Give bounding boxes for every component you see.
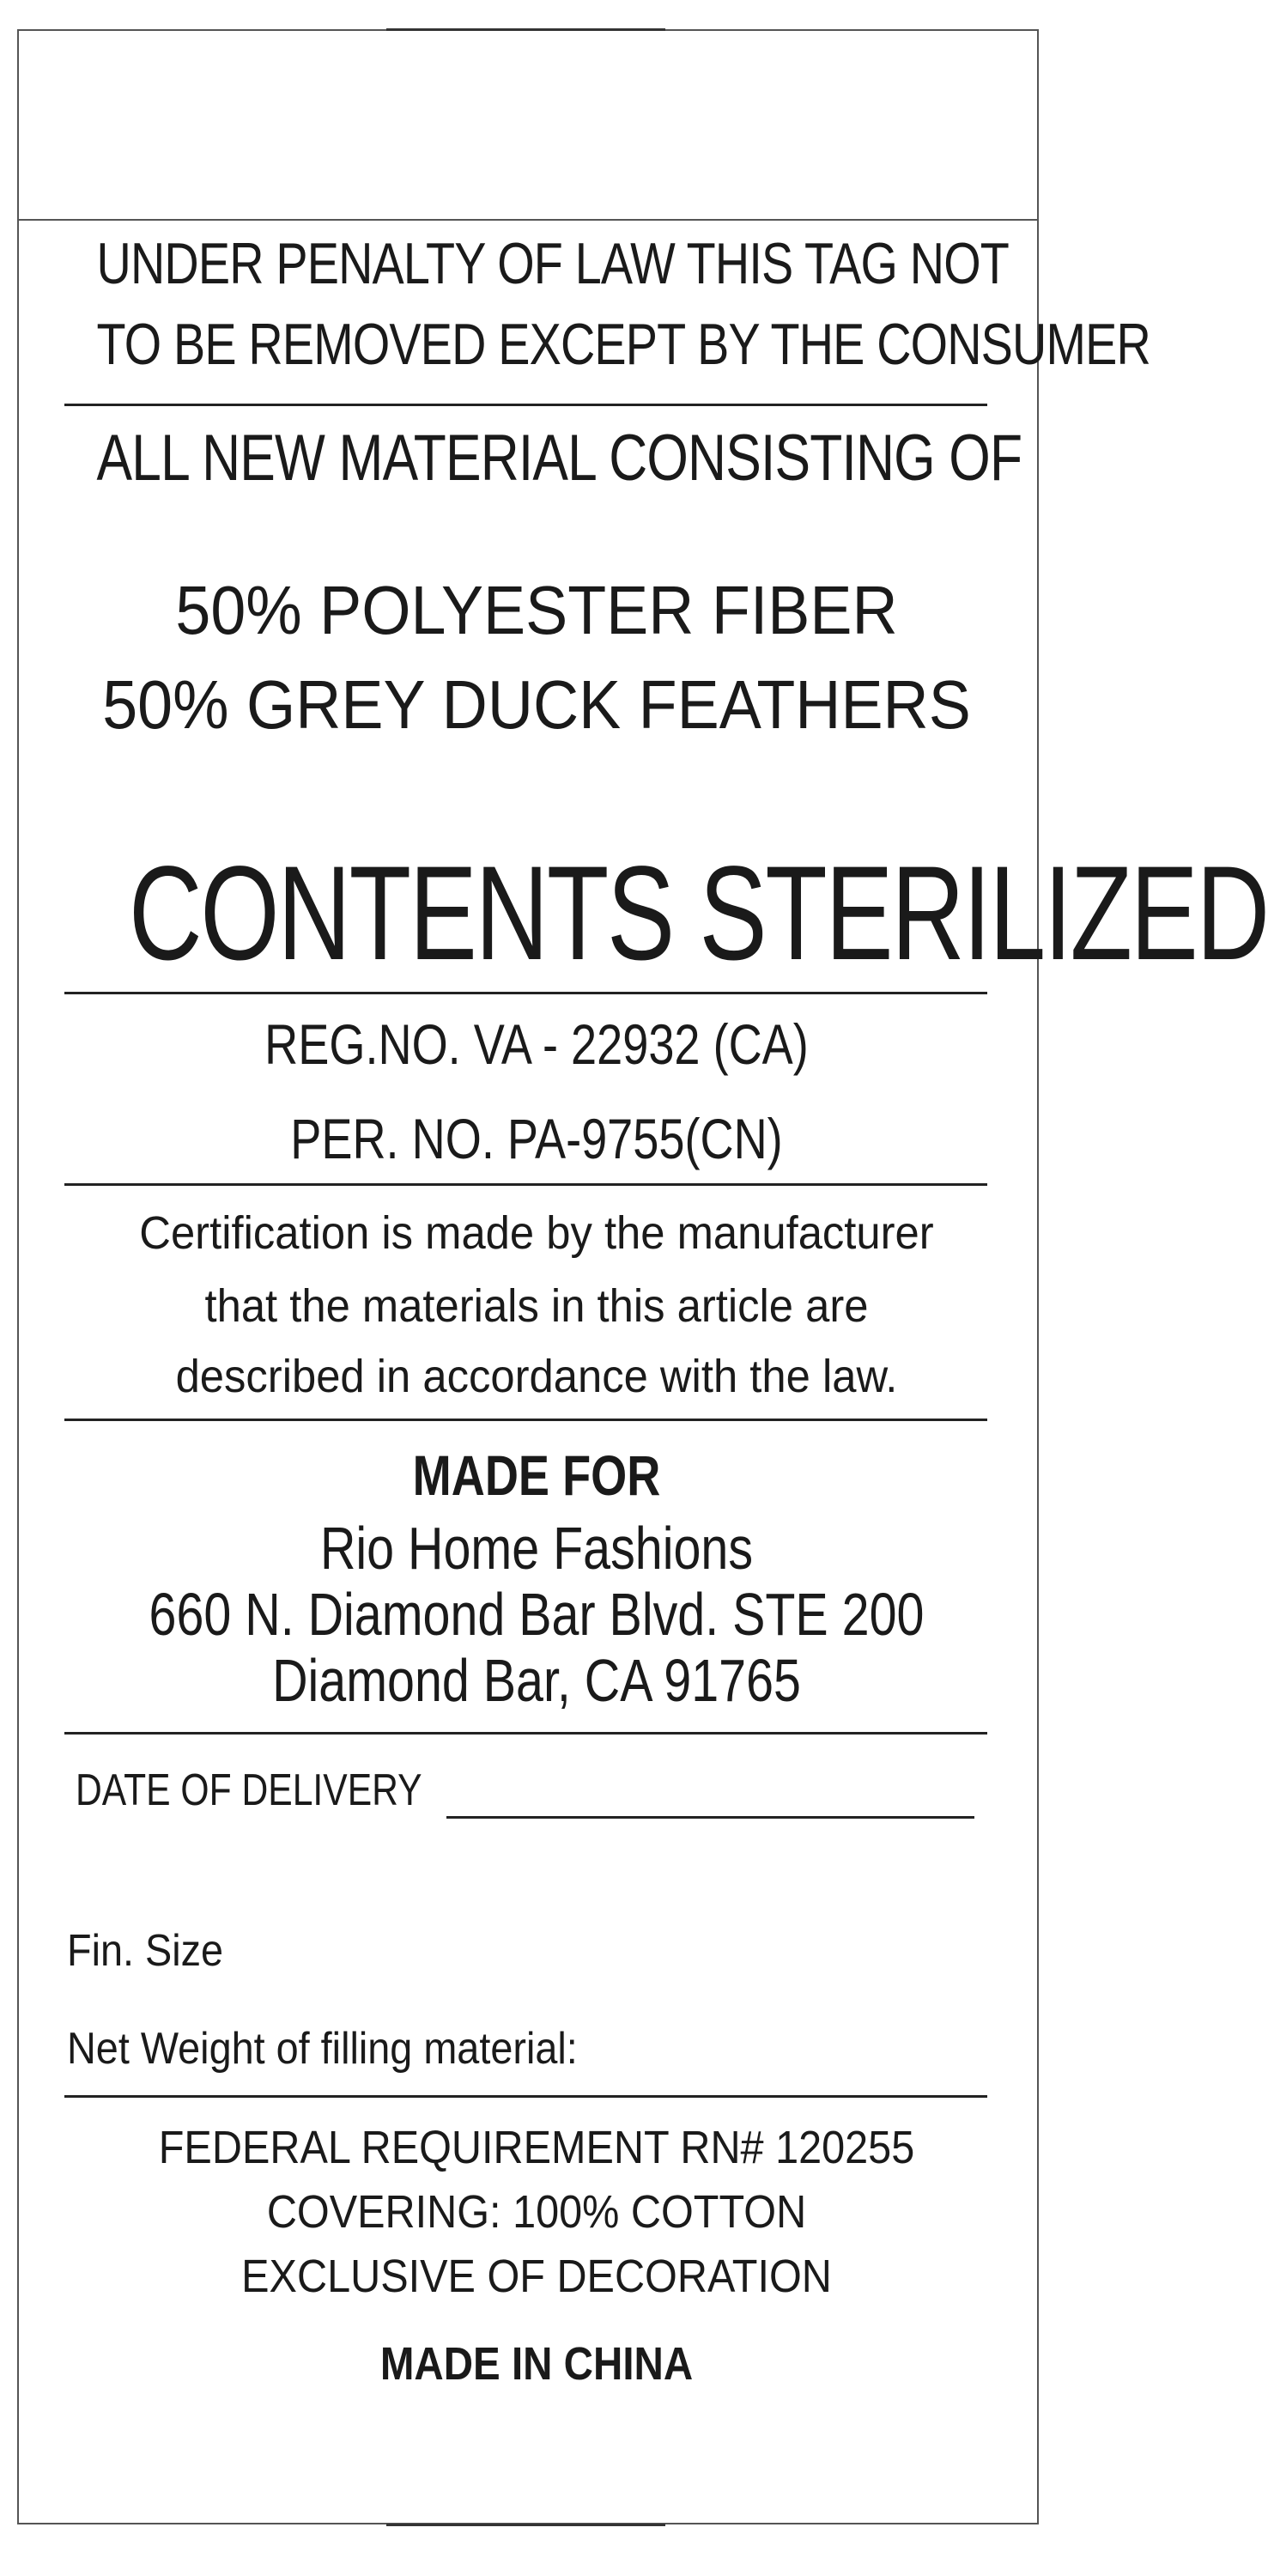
material-item-polyester: 50% POLYESTER FIBER xyxy=(175,572,898,648)
divider xyxy=(64,1732,987,1735)
warning-line-1: UNDER PENALTY OF LAW THIS TAG NOT xyxy=(96,231,1010,296)
divider xyxy=(64,1183,987,1186)
federal-requirement: FEDERAL REQUIREMENT RN# 120255 xyxy=(158,2122,915,2173)
date-of-delivery-blank xyxy=(446,1816,974,1819)
net-weight-label: Net Weight of filling material: xyxy=(67,2024,578,2074)
sewing-fold-line xyxy=(17,219,1039,221)
material-intro: ALL NEW MATERIAL CONSISTING OF xyxy=(96,422,1022,495)
certification-line-3: described in accordance with the law. xyxy=(175,1351,898,1402)
company-name: Rio Home Fashions xyxy=(319,1515,754,1582)
warning-line-2: TO BE REMOVED EXCEPT BY THE CONSUMER xyxy=(96,312,1150,377)
divider xyxy=(64,992,987,994)
covering-content: COVERING: 100% COTTON xyxy=(266,2186,807,2238)
certification-line-1: Certification is made by the manufacturer xyxy=(139,1207,934,1259)
registration-number: REG.NO. VA - 22932 (CA) xyxy=(264,1012,809,1076)
bottom-notch-mark xyxy=(386,2524,665,2526)
made-in-china: MADE IN CHINA xyxy=(379,2338,694,2390)
exclusive-of-decoration: EXCLUSIVE OF DECORATION xyxy=(241,2251,832,2302)
material-item-feathers: 50% GREY DUCK FEATHERS xyxy=(102,666,971,743)
divider xyxy=(64,404,987,406)
certification-line-2: that the materials in this article are xyxy=(204,1280,869,1332)
top-notch-mark xyxy=(386,28,665,31)
address-line-2: Diamond Bar, CA 91765 xyxy=(272,1647,801,1714)
permit-number: PER. NO. PA-9755(CN) xyxy=(290,1107,783,1170)
contents-sterilized: CONTENTS STERILIZED xyxy=(129,839,1268,988)
divider xyxy=(64,2095,987,2098)
made-for-heading: MADE FOR xyxy=(412,1443,661,1507)
divider xyxy=(64,1419,987,1421)
fin-size-label: Fin. Size xyxy=(67,1926,224,1976)
date-of-delivery-label: DATE OF DELIVERY xyxy=(76,1765,422,1815)
address-line-1: 660 N. Diamond Bar Blvd. STE 200 xyxy=(149,1581,925,1648)
